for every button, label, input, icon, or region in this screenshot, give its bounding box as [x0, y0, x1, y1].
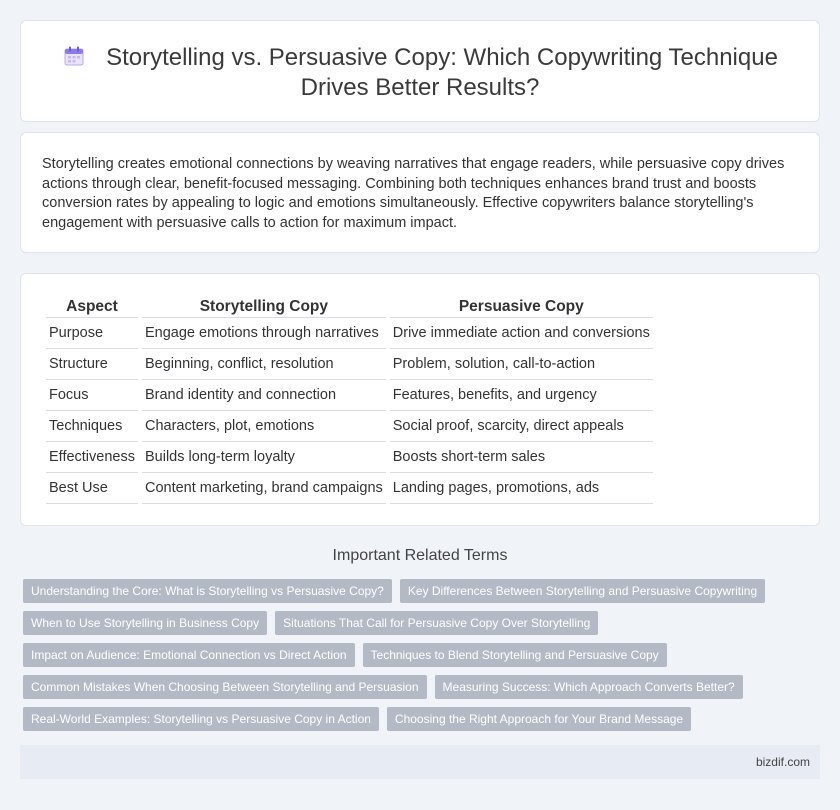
table-header-row [46, 296, 653, 318]
related-term-link[interactable]: Choosing the Right Approach for Your Brand Message [387, 707, 691, 731]
table-cell: Drive immediate action and conversions [390, 318, 653, 349]
related-term-link[interactable]: Understanding the Core: What is Storytelling vs Persuasive Copy? [23, 579, 392, 603]
related-term-link[interactable]: Techniques to Blend Storytelling and Persuasive Copy [363, 643, 667, 667]
tag-row [23, 675, 803, 699]
related-term-link[interactable]: Key Differences Between Storytelling and Persuasive Copywriting [400, 579, 765, 603]
related-term-link[interactable]: Situations That Call for Persuasive Copy Over Storytelling [275, 611, 598, 635]
table-cell: Features, benefits, and urgency [390, 380, 653, 411]
table-cell: Best Use [46, 473, 138, 504]
column-header-storytelling: Storytelling Copy [142, 296, 386, 318]
related-term-link[interactable]: When to Use Storytelling in Business Copy [23, 611, 267, 635]
table-cell: Social proof, scarcity, direct appeals [390, 411, 653, 442]
table-cell: Focus [46, 380, 138, 411]
tag-row [23, 643, 803, 667]
table-cell: Builds long-term loyalty [142, 442, 386, 473]
table-cell: Beginning, conflict, resolution [142, 349, 386, 380]
table-cell: Boosts short-term sales [390, 442, 653, 473]
title-card [20, 20, 820, 122]
table-row [46, 411, 653, 442]
table-cell: Characters, plot, emotions [142, 411, 386, 442]
footer-site-link[interactable]: bizdif.com [755, 755, 810, 769]
comparison-table [42, 296, 657, 504]
related-term-link[interactable]: Real-World Examples: Storytelling vs Persuasive Copy in Action [23, 707, 379, 731]
intro-paragraph: Storytelling creates emotional connections by weaving narratives that engage readers, while persuasive copy drives actions through clear, benefit-focused messaging. Combining both techniques enhances brand trust and boosts conversion rates by appealing to logic and emotions simultaneously. Effective copywriters balance storytelling's engagement with persuasive calls to action for maximum impact. [42, 156, 785, 231]
table-cell: Landing pages, promotions, ads [390, 473, 653, 504]
intro-card [20, 132, 820, 253]
page-title-text: Storytelling vs. Persuasive Copy: Which Copywriting Technique Drives Better Results? [106, 44, 778, 101]
comparison-card [20, 273, 820, 526]
related-term-link[interactable]: Impact on Audience: Emotional Connection vs Direct Action [23, 643, 355, 667]
table-row [46, 380, 653, 411]
page-title [21, 43, 819, 103]
calendar-icon [62, 44, 86, 68]
table-row [46, 318, 653, 349]
related-term-link[interactable]: Common Mistakes When Choosing Between Storytelling and Persuasion [23, 675, 427, 699]
table-cell: Brand identity and connection [142, 380, 386, 411]
table-cell: Purpose [46, 318, 138, 349]
related-terms-heading: Important Related Terms [332, 547, 508, 564]
table-row [46, 442, 653, 473]
column-header-persuasive: Persuasive Copy [390, 296, 653, 318]
related-term-link[interactable]: Measuring Success: Which Approach Converts Better? [435, 675, 743, 699]
table-cell: Problem, solution, call-to-action [390, 349, 653, 380]
table-cell: Content marketing, brand campaigns [142, 473, 386, 504]
tag-row [23, 611, 803, 635]
footer [20, 745, 820, 779]
table-row [46, 473, 653, 504]
table-cell: Engage emotions through narratives [142, 318, 386, 349]
table-cell: Structure [46, 349, 138, 380]
related-terms-list [23, 579, 803, 739]
table-row [46, 349, 653, 380]
table-cell: Effectiveness [46, 442, 138, 473]
tag-row [23, 707, 803, 731]
table-cell: Techniques [46, 411, 138, 442]
column-header-aspect: Aspect [46, 296, 138, 318]
tag-row [23, 579, 803, 603]
